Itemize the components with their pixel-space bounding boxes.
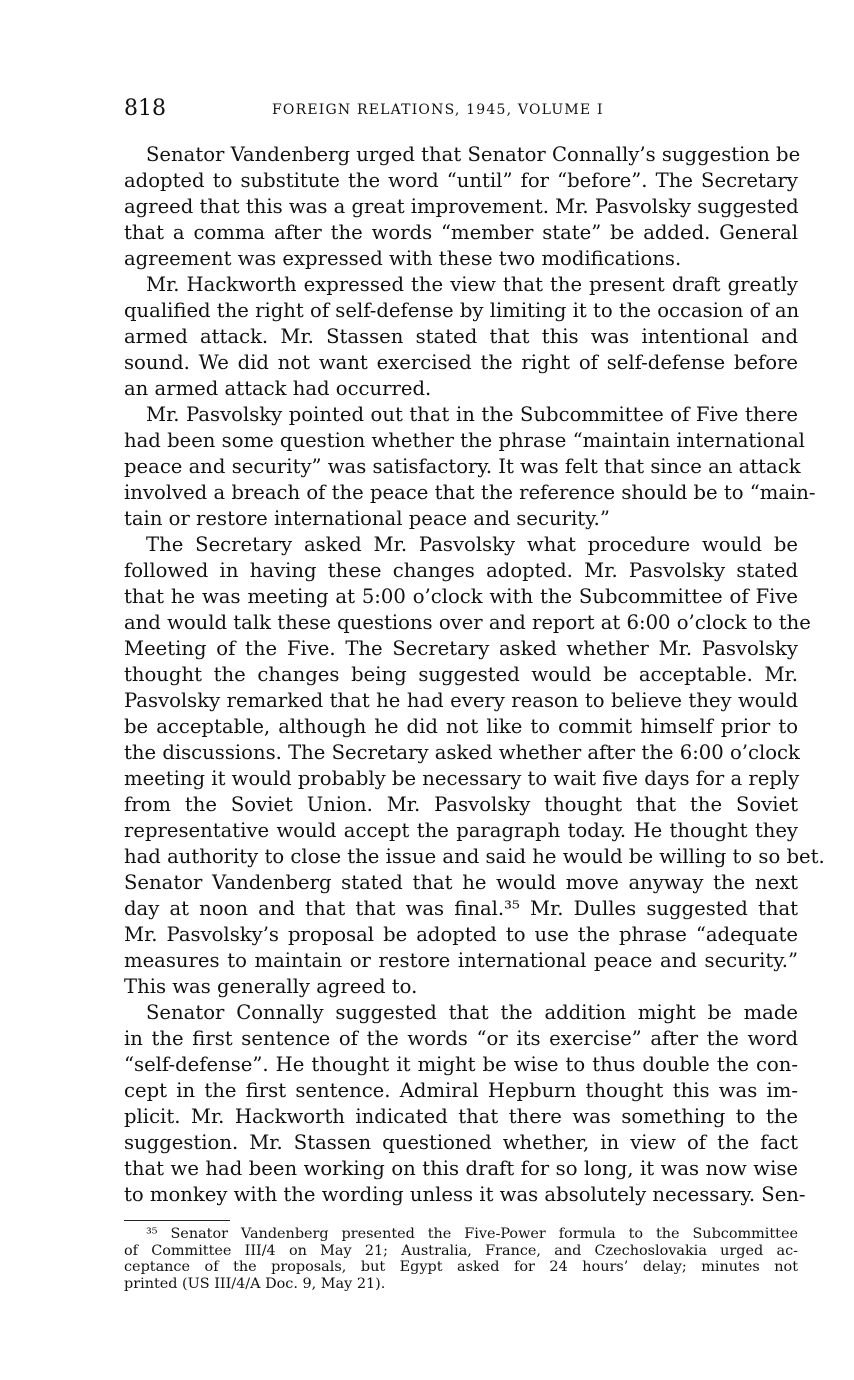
body-line: that he was meeting at 5:00 o’clock with the Subcommittee of Five [124,585,798,608]
running-head: FOREIGN RELATIONS, 1945, VOLUME I [272,102,604,118]
body-line: armed attack. Mr. Stassen stated that this was intentional and [124,325,798,348]
page-number: 818 [124,96,166,121]
body-line: day at noon and that that was final.³⁵ Mr. Dulles suggested that [124,897,798,920]
body-line: had authority to close the issue and said he would be willing to so bet. [124,845,825,868]
body-line: agreement was expressed with these two modifications. [124,247,682,270]
body-line: Mr. Pasvolsky pointed out that in the Subcommittee of Five there [146,403,798,426]
body-line: an armed attack had occurred. [124,377,432,400]
body-line: Pasvolsky remarked that he had every reason to believe they would [124,689,798,712]
body-line: Senator Vandenberg stated that he would move anyway the next [124,871,798,894]
body-line: Meeting of the Five. The Secretary asked whether Mr. Pasvolsky [124,637,798,660]
body-line: that we had been working on this draft for so long, it was now wise [124,1157,798,1180]
body-line: the discussions. The Secretary asked whether after the 6:00 o’clock [124,741,800,764]
body-line: cept in the first sentence. Admiral Hepburn thought this was im- [124,1079,798,1102]
body-line: peace and security” was satisfactory. It was felt that since an attack [124,455,801,478]
body-line: The Secretary asked Mr. Pasvolsky what procedure would be [146,533,798,556]
body-text [124,142,825,1208]
body-line: measures to maintain or restore international peace and security.” [124,949,798,972]
body-line: This was generally agreed to. [124,975,418,998]
footnote-line: ³⁵ Senator Vandenberg presented the Five-Power formula to the Subcommittee [146,1226,798,1242]
page-header [124,96,798,126]
body-line: tain or restore international peace and security.” [124,507,610,530]
body-line: Mr. Hackworth expressed the view that the present draft greatly [146,273,798,296]
body-line: meeting it would probably be necessary to wait five days for a reply [124,767,800,790]
body-line: in the first sentence of the words “or its exercise” after the word [124,1027,798,1050]
body-line: that a comma after the words “member state” be added. General [124,221,798,244]
body-line: suggestion. Mr. Stassen questioned whether, in view of the fact [124,1131,798,1154]
footnote-line: printed (US III/4/A Doc. 9, May 21). [124,1275,386,1292]
footnote-divider [124,1220,230,1221]
body-line: had been some question whether the phrase “maintain international [124,429,805,452]
body-line: Senator Connally suggested that the addition might be made [146,1001,798,1024]
body-line: plicit. Mr. Hackworth indicated that there was something to the [124,1105,798,1128]
body-line: Senator Vandenberg urged that Senator Connally’s suggestion be [146,143,801,166]
footnote [124,1226,798,1292]
body-line: adopted to substitute the word “until” for “before”. The Secretary [124,169,798,192]
body-line: involved a breach of the peace that the reference should be to “main- [124,481,816,504]
body-line: qualified the right of self-defense by limiting it to the occasion of an [124,299,800,322]
body-line: agreed that this was a great improvement. Mr. Pasvolsky suggested [124,195,799,218]
body-line: Mr. Pasvolsky’s proposal be adopted to use the phrase “adequate [124,923,798,946]
body-line: “self-defense”. He thought it might be wise to thus double the con- [124,1053,798,1076]
footnote-line: ceptance of the proposals, but Egypt asked for 24 hours’ delay; minutes not [124,1259,798,1276]
body-line: to monkey with the wording unless it was absolutely necessary. Sen- [124,1183,806,1206]
footnote-line: of Committee III/4 on May 21; Australia, France, and Czechoslovakia urged ac- [124,1242,798,1259]
body-line: and would talk these questions over and report at 6:00 o’clock to the [124,611,811,634]
body-line: representative would accept the paragraph today. He thought they [124,819,798,842]
body-line: followed in having these changes adopted. Mr. Pasvolsky stated [124,559,798,582]
body-line: sound. We did not want exercised the right of self-defense before [124,351,798,374]
body-line: thought the changes being suggested would be acceptable. Mr. [124,663,798,686]
body-line: from the Soviet Union. Mr. Pasvolsky thought that the Soviet [124,793,798,816]
body-line: be acceptable, although he did not like to commit himself prior to [124,715,798,738]
